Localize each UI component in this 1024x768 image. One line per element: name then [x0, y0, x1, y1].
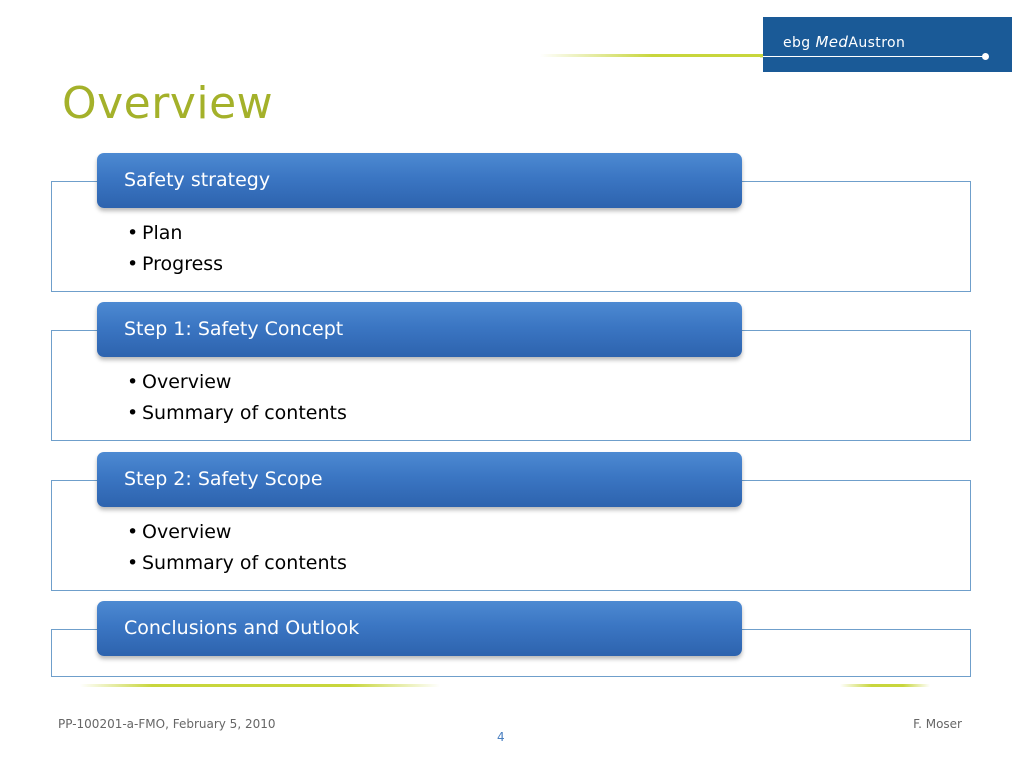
logo-prefix: ebg: [783, 35, 811, 51]
bullet-item: • Overview: [127, 517, 347, 548]
section-bullets-safety-strategy: [127, 218, 223, 280]
section-heading-safety-concept: Step 1: Safety Concept: [97, 302, 742, 357]
logo-suffix: Austron: [848, 35, 906, 51]
section-heading-conclusions: Conclusions and Outlook: [97, 601, 742, 656]
slide-title: Overview: [62, 78, 274, 129]
logo-text: [783, 33, 905, 51]
footer-author: F. Moser: [913, 717, 962, 731]
footer-document-info: PP-100201-a-FMO, February 5, 2010: [58, 717, 276, 731]
bullet-item: • Progress: [127, 249, 223, 280]
footer-accent-line-right: [840, 684, 930, 687]
bullet-item: • Summary of contents: [127, 398, 347, 429]
logo-dot: [982, 53, 989, 60]
logo-med: Med: [815, 33, 849, 51]
section-heading-safety-strategy: Safety strategy: [97, 153, 742, 208]
section-heading-safety-scope: Step 2: Safety Scope: [97, 452, 742, 507]
page-number: 4: [497, 730, 505, 744]
section-bullets-safety-concept: [127, 367, 347, 429]
bullet-item: • Overview: [127, 367, 347, 398]
footer-accent-line-left: [80, 684, 440, 687]
bullet-item: • Summary of contents: [127, 548, 347, 579]
bullet-item: • Plan: [127, 218, 223, 249]
logo-underline: [763, 56, 985, 57]
ebg-medaustron-logo: [763, 17, 1012, 72]
section-bullets-safety-scope: [127, 517, 347, 579]
